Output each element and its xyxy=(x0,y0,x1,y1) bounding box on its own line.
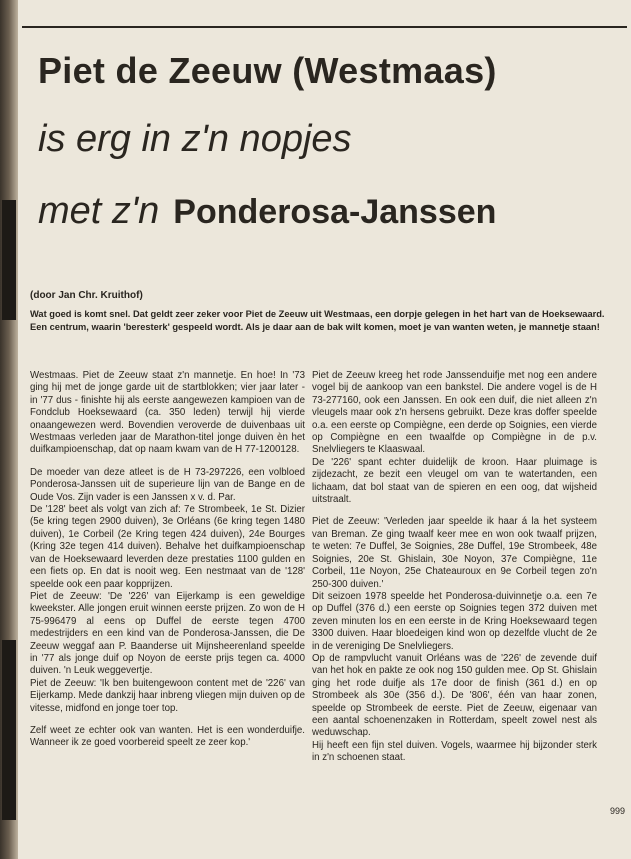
page-number: 999 xyxy=(609,806,625,816)
left-paragraph: Zelf weet ze echter ook van wanten. Het is een wonderduifje. Wanneer ik ze goed voorbereid speelt ze zeer kop.' xyxy=(30,724,305,749)
headline-line-3 xyxy=(38,190,496,233)
left-column xyxy=(30,370,305,760)
headline-line-2: is erg in z'n nopjes xyxy=(38,118,352,160)
top-rule xyxy=(22,26,627,28)
right-paragraph: Piet de Zeeuw kreeg het rode Janssenduifje met nog een andere vogel bij de aankoop van een bankstel. Die andere vogel is de H 73-277160, ook een Janssen. En ook een duif, die niet alleen z'n vleugels maar ook z'n hersens gebruikt. Deze kras doffer speelde o.a. een eerste op Compiègne, een derde op Soignies, een vierde op Compiègne en een twaalfde op Compiègne in de p.v. Snelvliegers te Klaaswaal. De '226' spant echter duidelijk de kroon. Haar pluimage is zijdezacht, ze bezit een vleugel om van te watertanden, een lichaam, dat bol staat van de spieren en een oog, dat wijsheid uitstraalt. xyxy=(312,370,597,506)
left-paragraph: Piet de Zeeuw: 'Ik ben buitengewoon content met de '226' van Eijerkamp. Mede dankzij haar inbreng vliegen mijn duiven op de vitesse, midfond en jonge toer top. xyxy=(30,677,305,714)
byline: (door Jan Chr. Kruithof) xyxy=(30,290,143,301)
right-column xyxy=(312,370,597,775)
left-paragraph: Piet de Zeeuw: 'De '226' van Eijerkamp is een geweldige kweekster. Alle jongen eruit winnen eerste prijzen. Zo won de H 75-996479 al eens op Duffel de eerste tegen 4700 medestrijders en een kind van de Ponderosa-Janssen, die De Zeeuw weggaf aan P. Baanderse uit Mijnsheerenland speelde in '77 als jonge duif op Noyon de eerste prijs tegen ca. 4000 duiven. 'n Leuk weggevertje. xyxy=(30,590,305,677)
headline-line-3-italic: met z'n xyxy=(38,190,160,232)
magazine-page xyxy=(18,0,631,859)
left-paragraph: Westmaas. Piet de Zeeuw staat z'n mannetje. En hoe! In '73 ging hij met de jonge garde uit de startblokken; vier jaar later - in '77 dus - finishte hij als eerste aangewezen kampioen van de Fondclub Hoeksewaard (ca. 350 leden) terwijl hij vierde onaangewezen werd. Bovendien veroverde de duivenbaas uit Westmaas verleden jaar de Marathon-titel jonge duiven èn het duifkampioenschap, dat op naam kwam van de H 77-1200128. xyxy=(30,370,305,456)
headline-line-3-bold: Ponderosa-Janssen xyxy=(173,193,497,231)
adjacent-page-edge xyxy=(0,0,18,859)
right-paragraph: Piet de Zeeuw: 'Verleden jaar speelde ik haar á la het systeem van Breman. Ze ging twaalf keer mee en won ook twaalf prijzen, te weten: 7e Duffel, 3e Soignies, 28e Duffel, 19e Strombeek, 48e Soignies, 20e St. Ghislain, 30e Noyon, 37e Compiègne, 11e Corbeil, 11e Noyon, 25e Chateauroux en 9e Corbeil tegen zo'n 250-300 duiven.' Dit seizoen 1978 speelde het Ponderosa-duivinnetje o.a. een 7e op Duffel (376 d.) een eerste op Soignies tegen 372 duiven met zeven minuten los en een eerste in de Kring Hoeksewaard tegen 3300 duiven. Haar bloedeigen kind won op dezelfde vlucht de 2e in de vereniging De Snelvliegers. Op de rampvlucht vanuit Orléans was de '226' de zevende duif van het hok en pakte ze ook nog 150 gulden mee. Op St. Ghislain ging het rode duifje als 17e door de finish (361 d.) en op Strombeek als 30e (356 d.). De '806', één van haar zonen, speelde op Strombeek de eerste. Piet de Zeeuw, eigenaar van een aantal schoenenzaken in Rotterdam, speelt zowel nest als weduwschap. Hij heeft een fijn stel duiven. Vogels, waarmee hij bijzonder sterk in z'n schoenen staat. xyxy=(312,516,597,764)
left-paragraph: De moeder van deze atleet is de H 73-297226, een volbloed Ponderosa-Janssen uit de superieure lijn van de Bange en de Oude Vos. Zijn vader is een Janssen x v. d. Par. xyxy=(30,466,305,503)
left-paragraph: De '128' beet als volgt van zich af: 7e Strombeek, 1e St. Dizier (5e kring tegen 2900 duiven), 3e Orléans (6e kring tegen 1480 duiven), 1e Corbeil (2e Kring tegen 424 duiven), 24e Bourges (Kring 32e tegen 414 duiven). Behalve het duifkampioenschap van de Hoeksewaard leverden deze prestaties 1100 gulden en een fiets op. En dat is nooit weg. Een nestmaat van de '128' speelde ook een paar kopprijzen. xyxy=(30,504,305,590)
headline-line-1: Piet de Zeeuw (Westmaas) xyxy=(38,50,497,91)
lead-paragraph: Wat goed is komt snel. Dat geldt zeer zeker voor Piet de Zeeuw uit Westmaas, een dorpje gelegen in het hart van de Hoeksewaard. Een centrum, waarin 'beresterk' gespeeld wordt. Als je daar aan de bak wilt komen, moet je van wanten weten, je mannetje staan! xyxy=(30,309,605,332)
